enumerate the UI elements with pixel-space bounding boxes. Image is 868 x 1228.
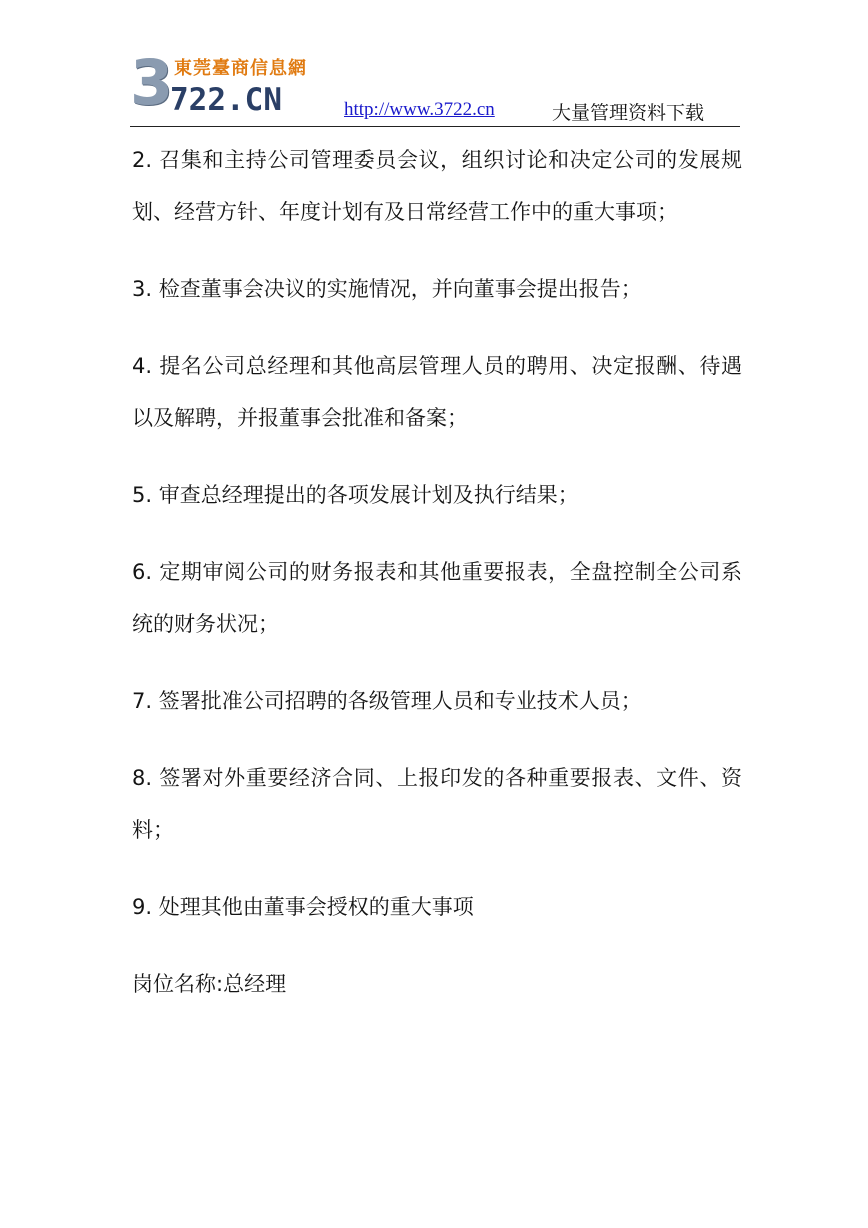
- paragraph-item-4: 4. 提名公司总经理和其他高层管理人员的聘用、决定报酬、待遇以及解聘，并报董事会批准和备案；: [132, 354, 742, 430]
- site-logo[interactable]: [130, 46, 310, 122]
- page-header: [130, 46, 740, 126]
- header-tagline: 大量管理资料下载: [552, 102, 705, 124]
- paragraph-item-3: 3. 检查董事会决议的实施情况，并向董事会提出报告；: [132, 277, 642, 301]
- paragraph-item-7: 7. 签署批准公司招聘的各级管理人员和专业技术人员；: [132, 689, 642, 713]
- header-divider: [130, 126, 740, 127]
- paragraph-item-6: 6. 定期审阅公司的财务报表和其他重要报表，全盘控制全公司系统的财务状况；: [132, 560, 742, 636]
- logo-number: 3: [130, 46, 172, 119]
- document-body: [132, 134, 742, 1035]
- paragraph-item-9: 9. 处理其他由董事会授权的重大事项: [132, 895, 474, 919]
- paragraph-item-5: 5. 审查总经理提出的各项发展计划及执行结果；: [132, 483, 579, 507]
- position-title: 岗位名称:总经理: [132, 972, 287, 996]
- paragraph-item-8: 8. 签署对外重要经济合同、上报印发的各种重要报表、文件、资料；: [132, 766, 742, 842]
- paragraph-item-2: 2. 召集和主持公司管理委员会议，组织讨论和决定公司的发展规划、经营方针、年度计划有及日常经营工作中的重大事项；: [132, 148, 742, 224]
- logo-domain: 722.CN: [170, 82, 282, 118]
- site-link[interactable]: http://www.3722.cn: [344, 99, 495, 120]
- logo-site-name: 東莞臺商信息網: [174, 58, 307, 79]
